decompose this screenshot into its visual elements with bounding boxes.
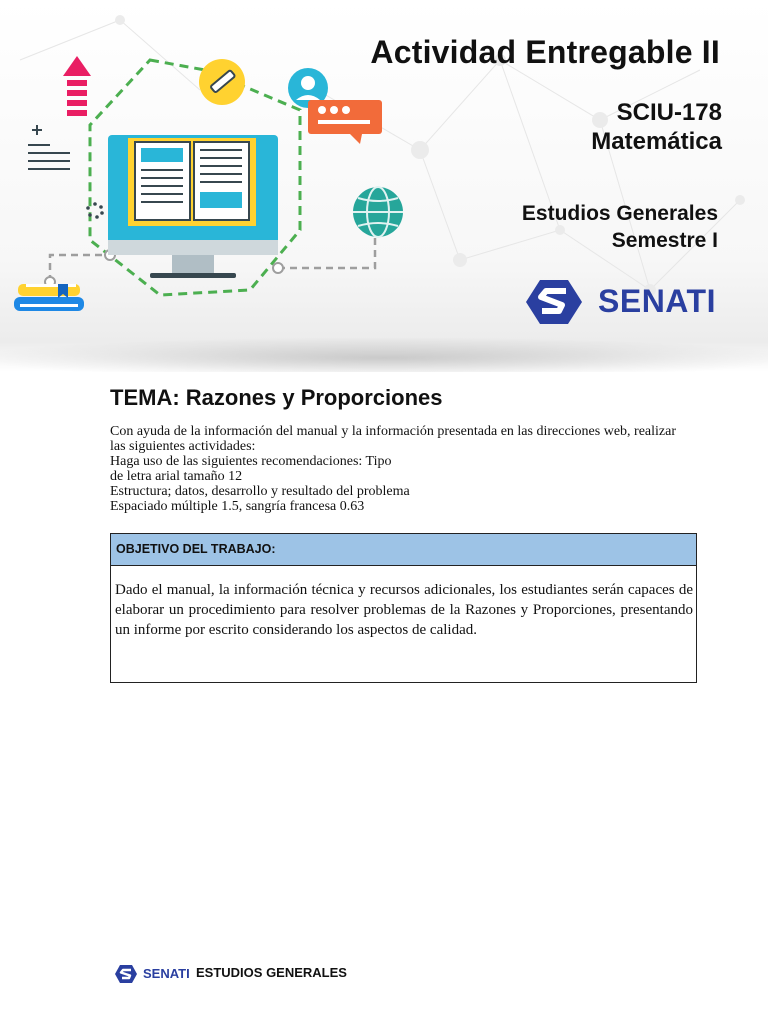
user-chat-icon <box>288 68 382 144</box>
senati-logo-text: SENATI <box>598 283 716 319</box>
objective-heading: OBJETIVO DEL TRABAJO: <box>111 534 696 566</box>
course-name: Matemática <box>591 128 722 155</box>
instruction-line: de letra arial tamaño 12 <box>110 469 243 484</box>
instruction-line: Estructura; datos, desarrollo y resultado del problema <box>110 484 410 499</box>
program-info <box>522 200 718 254</box>
pencil-icon <box>199 59 245 105</box>
objective-table <box>110 533 697 683</box>
objective-text: Dado el manual, la información técnica y recursos adicionales, los estudiantes serán capaces de elaborar un procedimiento para resolver problemas de la Razones y Proporciones, presentando un informe por escrito considerando los aspectos de calidad. <box>115 582 693 638</box>
text-lines-icon <box>28 125 70 169</box>
area-label: Estudios Generales <box>521 202 718 225</box>
instruction-line: Haga uso de las siguientes recomendaciones: Tipo <box>110 454 392 469</box>
instruction-line: Espaciado múltiple 1.5, sangría francesa 0.63 <box>110 499 365 514</box>
book-icon <box>128 138 256 226</box>
topic-heading: TEMA: Razones y Proporciones <box>110 385 443 410</box>
footer-logo-text: SENATI <box>143 966 190 981</box>
activity-title: Actividad Entregable II <box>370 34 720 70</box>
header-banner <box>0 0 768 372</box>
instruction-line: Con ayuda de la información del manual y la información presentada en las direcciones web, realizar <box>110 424 676 439</box>
instructions <box>110 424 700 514</box>
elearning-illustration <box>0 40 420 330</box>
senati-footer-logo-icon <box>115 964 137 984</box>
instruction-line: las siguientes actividades: <box>110 439 256 454</box>
footer-label: ESTUDIOS GENERALES <box>196 965 347 980</box>
arrow-up-icon <box>63 56 91 116</box>
course-code: SCIU-178 <box>616 99 722 126</box>
books-icon <box>14 284 84 311</box>
banner-shadow <box>0 338 768 372</box>
globe-icon <box>353 187 403 237</box>
course-info <box>591 98 722 156</box>
semester-label: Semestre I <box>611 229 718 252</box>
